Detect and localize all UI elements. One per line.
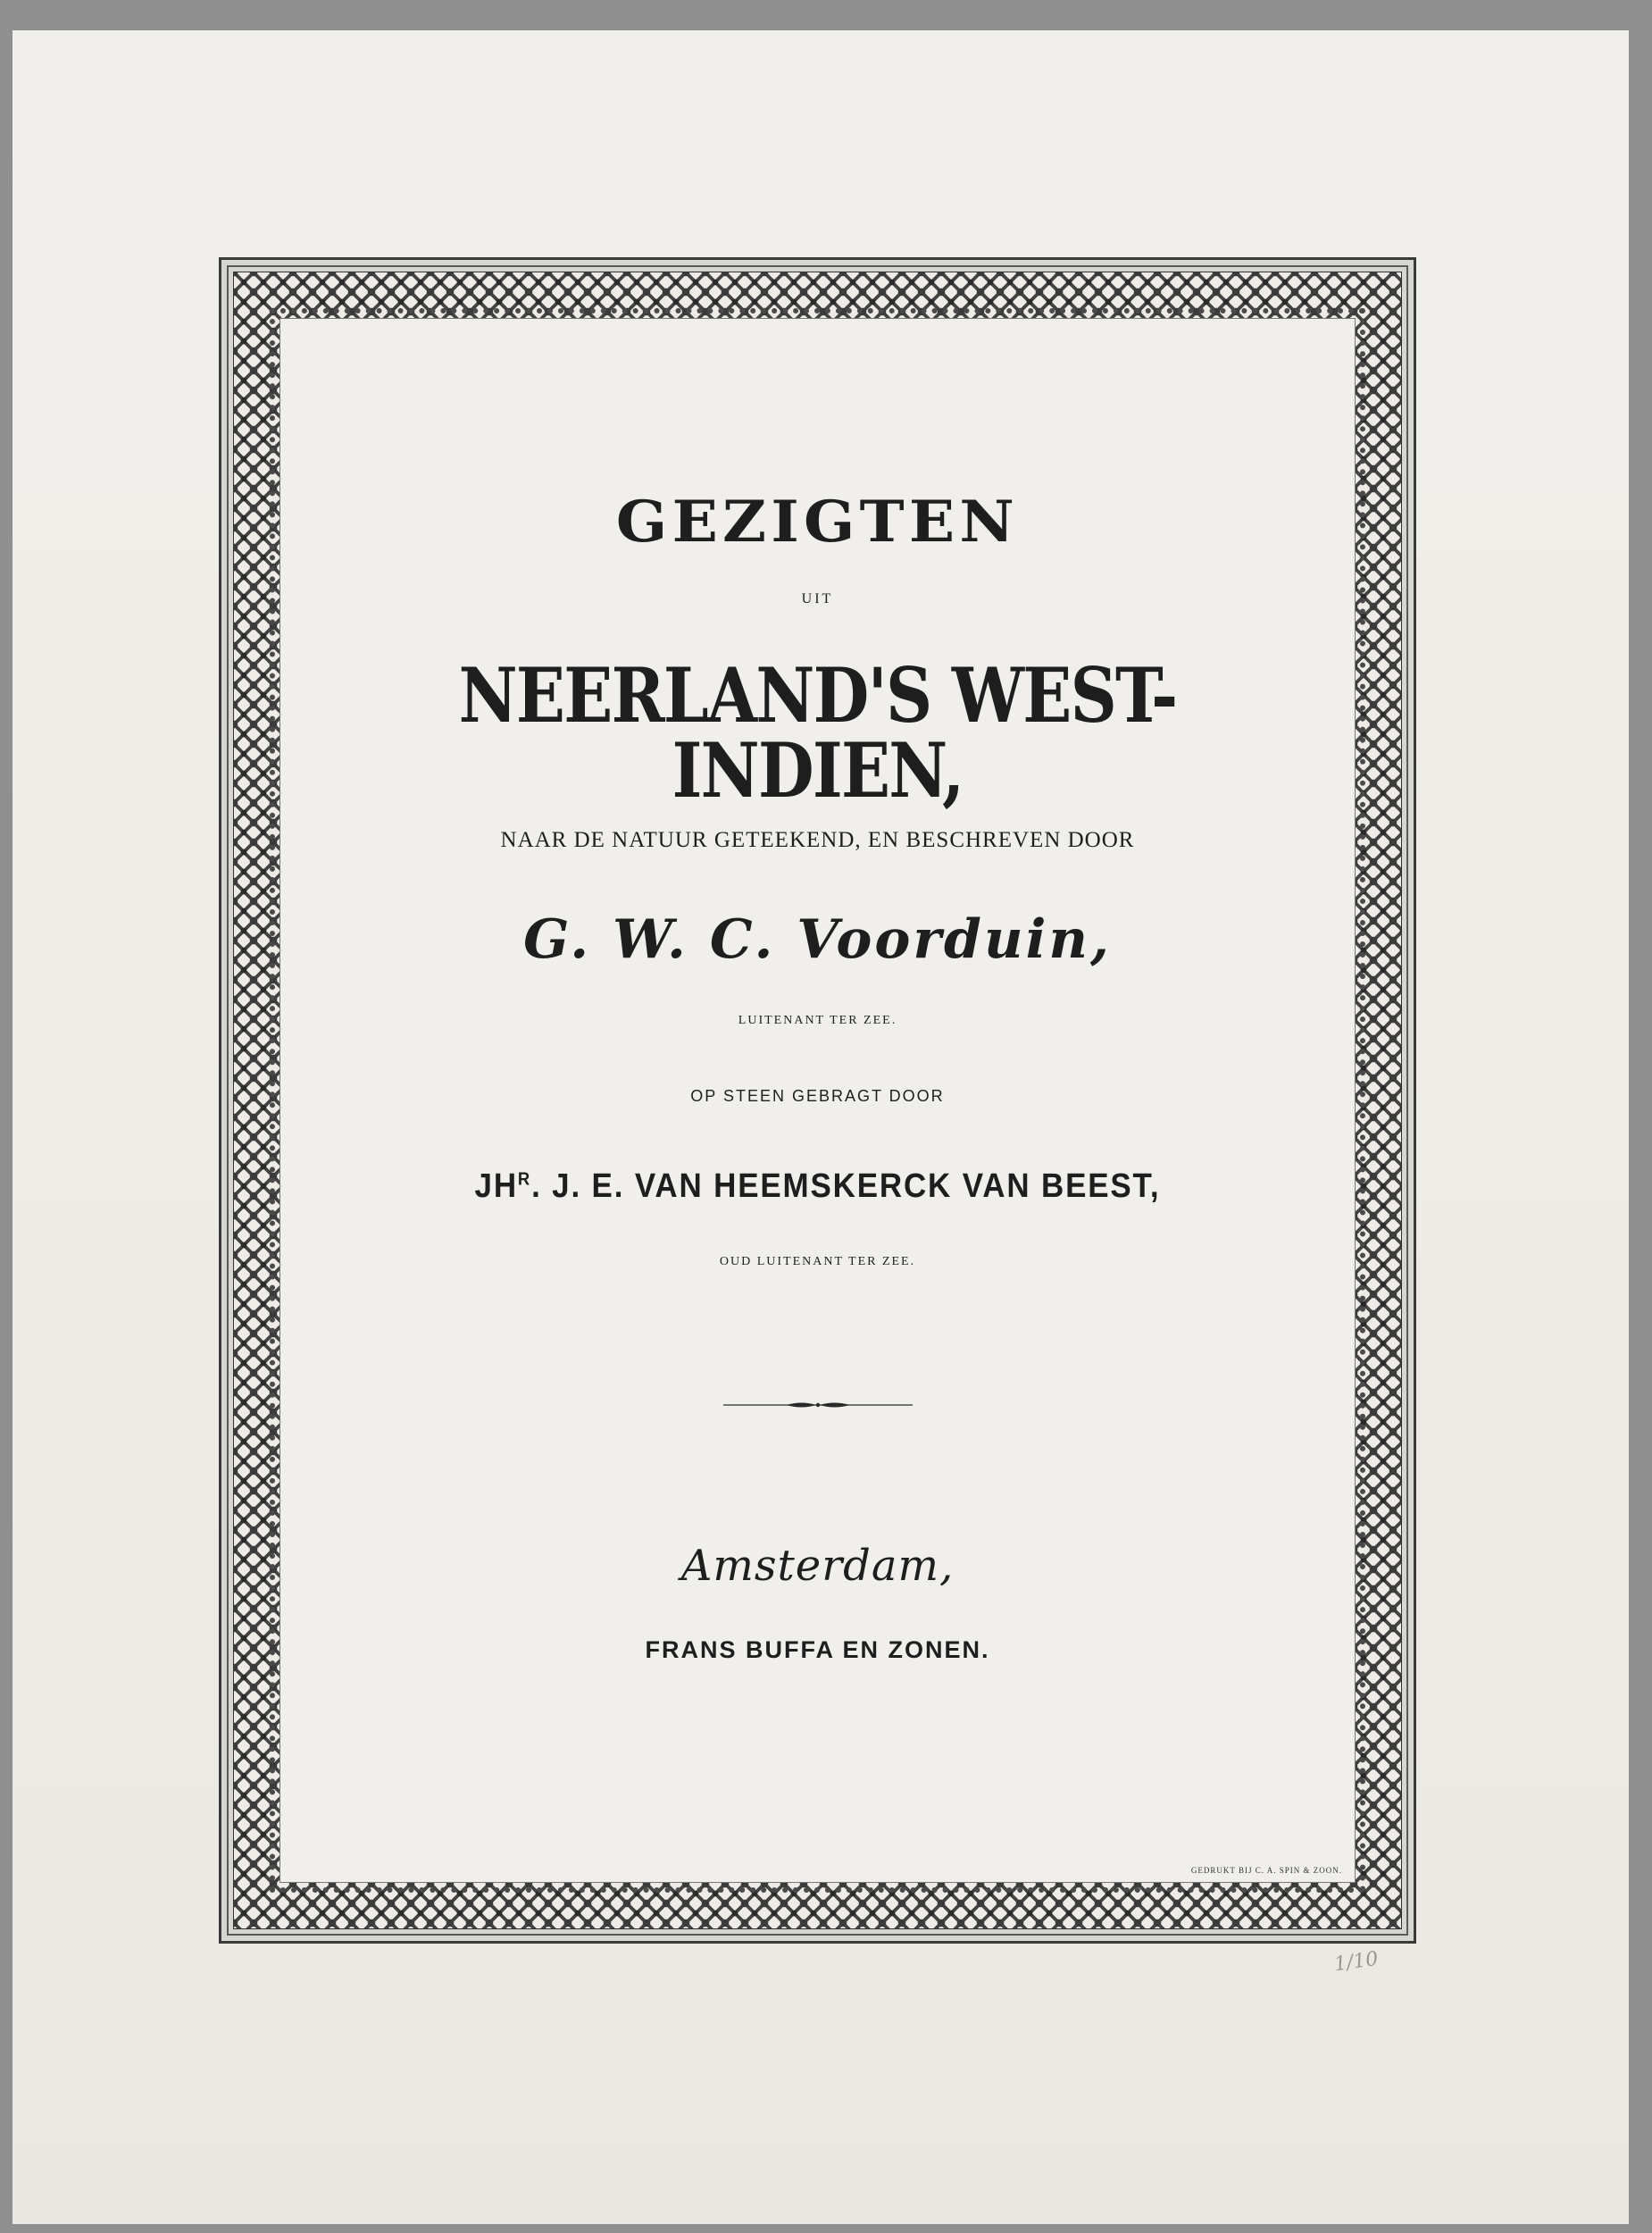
city-name: Amsterdam, [680, 1541, 955, 1591]
ornamental-divider [723, 1400, 913, 1410]
lithographed-by-phrase: OP STEEN GEBRAGT DOOR [690, 1087, 945, 1105]
ornamental-frame [219, 257, 1416, 1944]
lithographer-rank: OUD LUITENANT TER ZEE. [719, 1255, 916, 1268]
title-content [280, 319, 1355, 1882]
author-name: G. W. C. Voorduin, [523, 908, 1112, 971]
title-gezigten: GEZIGTEN [615, 489, 1020, 556]
pencil-annotation: 1/10 [1332, 1947, 1380, 1977]
author-rank: LUITENANT TER ZEE. [738, 1014, 897, 1027]
drawn-by-phrase: NAAR DE NATUUR GETEEKEND, EN BESCHREVEN DOOR [500, 828, 1135, 852]
lithographer-name: . J. E. VAN HEEMSKERCK VAN BEEST, [531, 1167, 1161, 1205]
title-uit: UIT [801, 591, 834, 606]
paper-sheet [13, 30, 1629, 2224]
lithographer-prefix: JH [474, 1167, 518, 1205]
lithographer-line [323, 1167, 1312, 1206]
title-main: NEERLAND'S WEST-INDIEN, [458, 651, 1177, 815]
title-panel [280, 319, 1355, 1882]
lithographer-prefix-superscript: R [517, 1169, 532, 1190]
publisher-name: FRANS BUFFA EN ZONEN. [645, 1636, 990, 1663]
printer-credit: GEDRUKT BIJ C. A. SPIN & ZOON. [1190, 1866, 1342, 1875]
